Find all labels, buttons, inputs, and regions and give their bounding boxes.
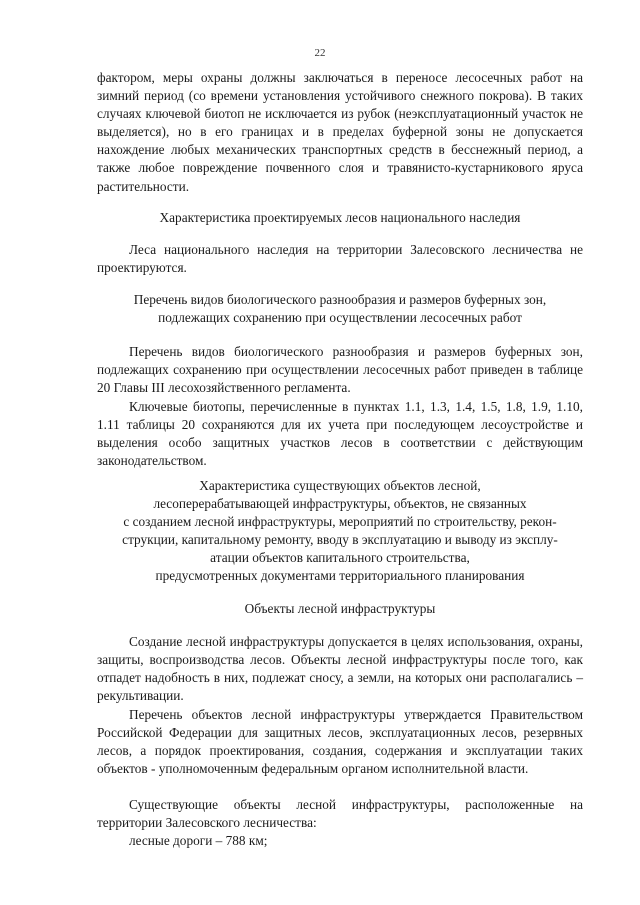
paragraph-existing-infrastructure: Существующие объекты лесной инфраструктуры, расположенные на территории Залесовского лесничества:: [97, 797, 583, 831]
paragraph-biodiversity-table-reference: Перечень видов биологического разнообразия и размеров буферных зон, подлежащих сохранению при осуществлении лесосечных работ приведен в таблице 20 Главы III лесохозяйственного регламента.: [97, 344, 583, 396]
page-number: 22: [314, 47, 326, 59]
heading-line: Характеристика существующих объектов лесной,: [199, 478, 481, 493]
heading-forest-infrastructure-objects: Объекты лесной инфраструктуры: [244, 601, 436, 616]
heading-line: подлежащих сохранению при осуществлении лесосечных работ: [158, 310, 522, 326]
paragraph-national-heritage-forests: Леса национального наследия на территории Залесовского лесничества не проектируются.: [97, 242, 583, 276]
heading-line: Перечень видов биологического разнообразия и размеров буферных зон,: [133, 292, 547, 307]
paragraph-key-biotope-protection: фактором, меры охраны должны заключаться в переносе лесосечных работ на зимний период (со времени установления устойчивого снежного покрова). В таких случаях ключевой биотоп не исключается из рубок (неэксплуатационный участок не выделяется), но в его границах и в пределах буферной зоны не допускается нахождение любых механических транспортных средств в бесснежный период, а также любое повреждение почвенного слоя и травянисто-кустарникового яруса растительности.: [97, 70, 583, 194]
heading-infrastructure-characteristics: [97, 477, 583, 586]
heading-line: лесоперерабатывающей инфраструктуры, объектов, не связанных: [153, 496, 527, 512]
paragraph-key-biotopes: Ключевые биотопы, перечисленные в пунктах 1.1, 1.3, 1.4, 1.5, 1.8, 1.9, 1.10, 1.11 таблицы 20 сохраняются для их учета при последующем лесоустройстве и выделения особо защитных участков лесов в соответствии с действующим законодательством.: [97, 399, 583, 469]
heading-line: с созданием лесной инфраструктуры, мероприятий по строительству, рекон-: [123, 514, 557, 530]
heading-line: струкции, капитальному ремонту, вводу в эксплуатацию и выводу из эксплу-: [122, 532, 558, 548]
heading-line: предусмотренных документами территориального планирования: [155, 568, 525, 584]
paragraph-infrastructure-list-approval: Перечень объектов лесной инфраструктуры утверждается Правительством Российской Федерации для защитных лесов, эксплуатационных лесов, резервных лесов, а порядок проектирования, создания, содержания и эксплуатации таких объектов - уполномоченным федеральным органом исполнительной власти.: [97, 707, 583, 777]
heading-national-heritage-forests: Характеристика проектируемых лесов национального наследия: [159, 210, 521, 225]
paragraph-infrastructure-creation: Создание лесной инфраструктуры допускается в целях использования, охраны, защиты, воспроизводства лесов. Объекты лесной инфраструктуры после того, как отпадет надобность в них, подлежат сносу, а земли, на которых они располагались – рекультивации.: [97, 634, 583, 704]
heading-biodiversity-buffer-zones: [97, 291, 583, 327]
heading-line: атации объектов капитального строительства,: [210, 550, 470, 566]
list-item-forest-roads: лесные дороги – 788 км;: [129, 833, 268, 848]
